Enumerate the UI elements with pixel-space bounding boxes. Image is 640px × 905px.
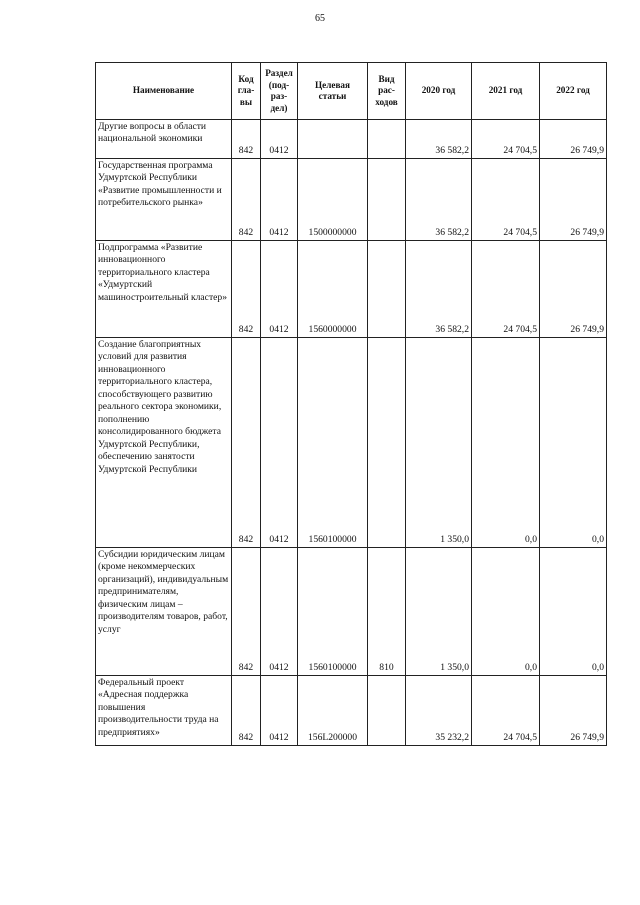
table-row xyxy=(96,676,607,746)
row-2022: 0,0 xyxy=(540,338,607,548)
header-2021: 2021 год xyxy=(472,63,540,120)
row-expense xyxy=(368,338,406,548)
table-row xyxy=(96,338,607,548)
row-2020: 36 582,2 xyxy=(406,159,472,241)
row-chapter: 842 xyxy=(232,159,261,241)
row-section: 0412 xyxy=(261,338,298,548)
header-section: Раздел (под- раз- дел) xyxy=(261,63,298,120)
row-chapter: 842 xyxy=(232,338,261,548)
row-chapter: 842 xyxy=(232,241,261,338)
page-number: 65 xyxy=(315,13,325,24)
row-chapter: 842 xyxy=(232,676,261,746)
row-target: 1560100000 xyxy=(298,548,368,676)
row-2022: 26 749,9 xyxy=(540,120,607,159)
row-2020: 1 350,0 xyxy=(406,338,472,548)
row-target: 1500000000 xyxy=(298,159,368,241)
table-row xyxy=(96,120,607,159)
row-2021: 24 704,5 xyxy=(472,159,540,241)
row-chapter: 842 xyxy=(232,548,261,676)
row-name: Субсидии юридическим лицам (кроме некоммерческих организаций), индивидуальным предпринимателям, физическим лицам – производителям товаров, работ, услуг xyxy=(96,548,232,676)
row-target xyxy=(298,120,368,159)
header-target: Целевая статьи xyxy=(298,63,368,120)
row-2021: 0,0 xyxy=(472,548,540,676)
row-2022: 26 749,9 xyxy=(540,676,607,746)
row-expense xyxy=(368,159,406,241)
row-expense: 810 xyxy=(368,548,406,676)
header-row xyxy=(96,63,607,120)
row-expense xyxy=(368,676,406,746)
row-2021: 0,0 xyxy=(472,338,540,548)
row-2020: 35 232,2 xyxy=(406,676,472,746)
row-2020: 36 582,2 xyxy=(406,120,472,159)
row-2020: 1 350,0 xyxy=(406,548,472,676)
row-name: Государственная программа Удмуртской Республики «Развитие промышленности и потребительского рынка» xyxy=(96,159,232,241)
row-section: 0412 xyxy=(261,120,298,159)
row-section: 0412 xyxy=(261,241,298,338)
row-name: Федеральный проект «Адресная поддержка повышения производительности труда на предприятиях» xyxy=(96,676,232,746)
row-expense xyxy=(368,120,406,159)
header-expense-type: Вид рас- ходов xyxy=(368,63,406,120)
table-row xyxy=(96,241,607,338)
row-2022: 26 749,9 xyxy=(540,241,607,338)
row-target: 1560100000 xyxy=(298,338,368,548)
row-section: 0412 xyxy=(261,159,298,241)
budget-table xyxy=(95,62,607,746)
table-row xyxy=(96,159,607,241)
row-2022: 0,0 xyxy=(540,548,607,676)
header-chapter-code: Код гла- вы xyxy=(232,63,261,120)
header-2022: 2022 год xyxy=(540,63,607,120)
row-name: Подпрограмма «Развитие инновационного территориального кластера «Удмуртский машиностроительный кластер» xyxy=(96,241,232,338)
row-2022: 26 749,9 xyxy=(540,159,607,241)
row-2021: 24 704,5 xyxy=(472,120,540,159)
row-name: Другие вопросы в области национальной экономики xyxy=(96,120,232,159)
row-chapter: 842 xyxy=(232,120,261,159)
table-row xyxy=(96,548,607,676)
row-section: 0412 xyxy=(261,548,298,676)
row-2020: 36 582,2 xyxy=(406,241,472,338)
row-name: Создание благоприятных условий для развития инновационного территориального кластера, способствующего развитию реального сектора экономики, пополнению консолидированного бюджета Удмуртской Республики, обеспечению занятости Удмуртской Республики xyxy=(96,338,232,548)
row-2021: 24 704,5 xyxy=(472,241,540,338)
row-target: 156L200000 xyxy=(298,676,368,746)
header-name: Наименование xyxy=(96,63,232,120)
row-target: 1560000000 xyxy=(298,241,368,338)
header-2020: 2020 год xyxy=(406,63,472,120)
row-expense xyxy=(368,241,406,338)
row-section: 0412 xyxy=(261,676,298,746)
row-2021: 24 704,5 xyxy=(472,676,540,746)
